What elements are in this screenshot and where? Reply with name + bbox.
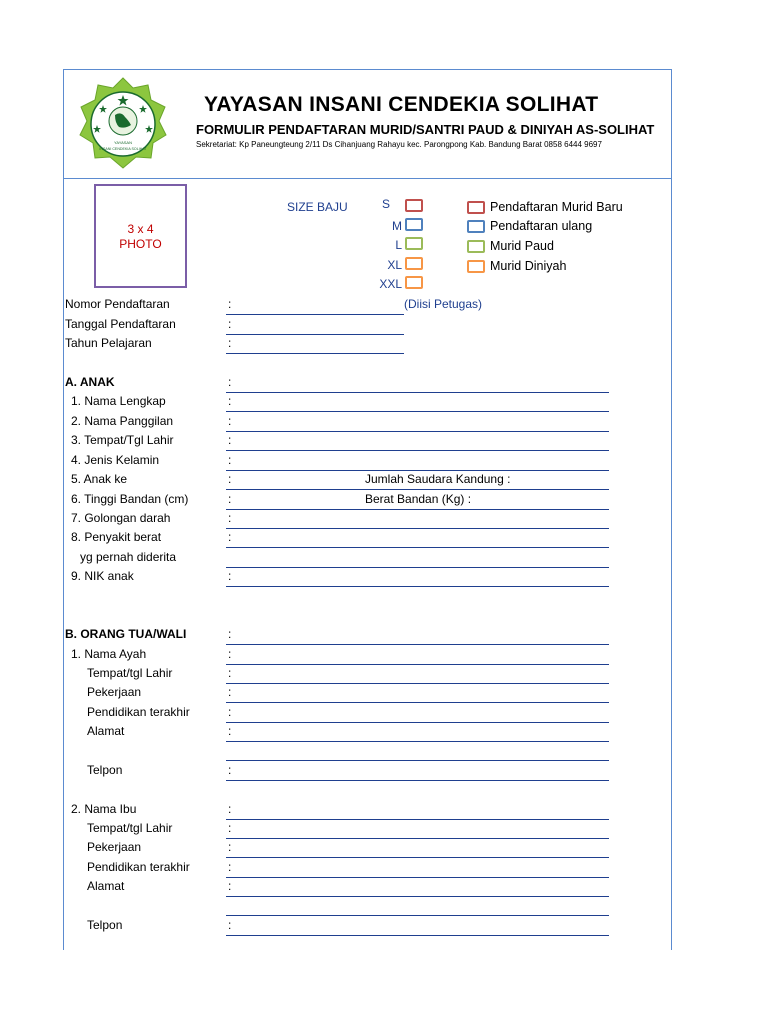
label-nik-anak: 9. NIK anak [71,569,134,583]
label-tahun-pelajaran: Tahun Pelajaran [65,336,152,350]
colon: : [228,492,232,506]
label-tinggi-badan: 6. Tinggi Bandan (cm) [71,492,189,506]
input-ayah-alamat-2[interactable] [226,760,609,761]
colon: : [228,433,232,447]
form-subtitle: FORMULIR PENDAFTARAN MURID/SANTRI PAUD & DINIYAH AS-SOLIHAT [196,122,655,137]
colon: : [228,414,232,428]
size-checkbox-xxl[interactable] [405,276,423,289]
label-nama-lengkap: 1. Nama Lengkap [71,394,166,408]
secretariat-address: Sekretariat: Kp Paneungteung 2/11 Ds Cihanjuang Rahayu kec. Parongpong Kab. Bandung Barat 0858 6444 9697 [196,140,602,149]
petugas-note: (Diisi Petugas) [404,297,483,311]
header-separator [63,178,671,179]
colon: : [228,918,232,932]
label-ayah-telpon: Telpon [87,763,123,777]
label-berat-badan: Berat Bandan (Kg) : [365,492,472,506]
logo-text-top: YAYASAN [113,140,133,145]
colon: : [228,530,232,544]
colon: : [228,879,232,893]
photo-size-label: 3 x 4 [127,222,154,236]
label-penyakit-berat: 8. Penyakit berat [71,530,162,544]
input-ayah-pendidikan[interactable] [226,722,609,723]
input-anak-ke[interactable] [226,489,609,490]
label-anak-ke: 5. Anak ke [71,472,128,486]
size-checkbox-l[interactable] [405,237,423,250]
colon: : [228,763,232,777]
logo-text-bottom: INSANI CENDEKIA SOLIHAT [99,147,147,151]
label-ibu-pendidikan: Pendidikan terakhir [87,860,190,874]
legend-label-paud: Murid Paud [490,239,554,253]
colon: : [228,840,232,854]
input-section-b[interactable] [226,644,609,645]
input-ayah-telpon[interactable] [226,780,609,781]
input-nama-panggilan[interactable] [226,431,609,432]
label-nama-ibu: 2. Nama Ibu [71,802,137,816]
colon: : [228,317,232,331]
label-ayah-tempat-lahir: Tempat/tgl Lahir [87,666,173,680]
input-ibu-tempat-lahir[interactable] [226,838,609,839]
input-tinggi-badan[interactable] [226,509,609,510]
input-ayah-pekerjaan[interactable] [226,702,609,703]
colon: : [228,297,232,311]
size-title: SIZE BAJU [287,200,348,214]
label-ibu-tempat-lahir: Tempat/tgl Lahir [87,821,173,835]
input-penyakit-berat-2[interactable] [226,567,609,568]
input-ayah-alamat[interactable] [226,741,609,742]
colon: : [228,394,232,408]
label-ayah-pekerjaan: Pekerjaan [87,685,142,699]
foundation-logo-icon [73,75,173,175]
input-jenis-kelamin[interactable] [226,470,609,471]
photo-box[interactable] [94,184,187,288]
input-ibu-alamat[interactable] [226,896,609,897]
foundation-title: YAYASAN INSANI CENDEKIA SOLIHAT [204,93,599,116]
photo-label: PHOTO [119,237,162,251]
input-ayah-tempat-lahir[interactable] [226,683,609,684]
colon: : [228,472,232,486]
input-nama-ayah[interactable] [226,664,609,665]
colon: : [228,860,232,874]
legend-label-ulang: Pendaftaran ulang [490,219,593,233]
label-nomor-pendaftaran: Nomor Pendaftaran [65,297,170,311]
input-section-a[interactable] [226,392,609,393]
colon: : [228,647,232,661]
input-ibu-pendidikan[interactable] [226,877,609,878]
input-tanggal-pendaftaran[interactable] [226,334,404,335]
colon: : [228,569,232,583]
colon: : [228,511,232,525]
size-checkbox-s[interactable] [405,199,423,212]
label-ibu-pekerjaan: Pekerjaan [87,840,142,854]
label-tempat-tgl-lahir: 3. Tempat/Tgl Lahir [71,433,174,447]
input-tahun-pelajaran[interactable] [226,353,404,354]
label-pernah-diderita: yg pernah diderita [80,550,177,564]
label-ayah-pendidikan: Pendidikan terakhir [87,705,190,719]
legend-label-diniyah: Murid Diniyah [490,259,567,273]
input-nik-anak[interactable] [226,586,609,587]
size-checkbox-xl[interactable] [405,257,423,270]
colon: : [228,666,232,680]
input-nama-ibu[interactable] [226,819,609,820]
label-golongan-darah: 7. Golongan darah [71,511,171,525]
legend-checkbox-murid-baru[interactable] [467,201,485,214]
colon: : [228,336,232,350]
input-ibu-pekerjaan[interactable] [226,857,609,858]
legend-checkbox-paud[interactable] [467,240,485,253]
input-ibu-telpon[interactable] [226,935,609,936]
input-penyakit-berat[interactable] [226,547,609,548]
label-jumlah-saudara: Jumlah Saudara Kandung : [365,472,511,486]
colon: : [228,453,232,467]
colon: : [228,627,232,641]
input-golongan-darah[interactable] [226,528,609,529]
section-b-title: B. ORANG TUA/WALI [65,627,187,641]
colon: : [228,802,232,816]
label-tanggal-pendaftaran: Tanggal Pendaftaran [65,317,176,331]
input-ibu-alamat-2[interactable] [226,915,609,916]
label-nama-panggilan: 2. Nama Panggilan [71,414,174,428]
size-label-s: S [381,197,390,211]
input-tempat-tgl-lahir[interactable] [226,450,609,451]
legend-checkbox-diniyah[interactable] [467,260,485,273]
section-a-title: A. ANAK [65,375,115,389]
colon: : [228,821,232,835]
legend-label-murid-baru: Pendaftaran Murid Baru [490,200,623,214]
colon: : [228,375,232,389]
label-ibu-alamat: Alamat [87,879,125,893]
input-nomor-pendaftaran[interactable] [226,314,404,315]
size-checkbox-m[interactable] [405,218,423,231]
colon: : [228,705,232,719]
label-ibu-telpon: Telpon [87,918,123,932]
label-jenis-kelamin: 4. Jenis Kelamin [71,453,160,467]
size-label-l: L [395,238,402,252]
size-label-xxl: XXL [379,277,402,291]
input-nama-lengkap[interactable] [226,411,609,412]
label-ayah-alamat: Alamat [87,724,125,738]
size-label-xl: XL [387,258,402,272]
colon: : [228,724,232,738]
label-nama-ayah: 1. Nama Ayah [71,647,147,661]
size-label-m: M [392,219,402,233]
legend-checkbox-ulang[interactable] [467,220,485,233]
colon: : [228,685,232,699]
